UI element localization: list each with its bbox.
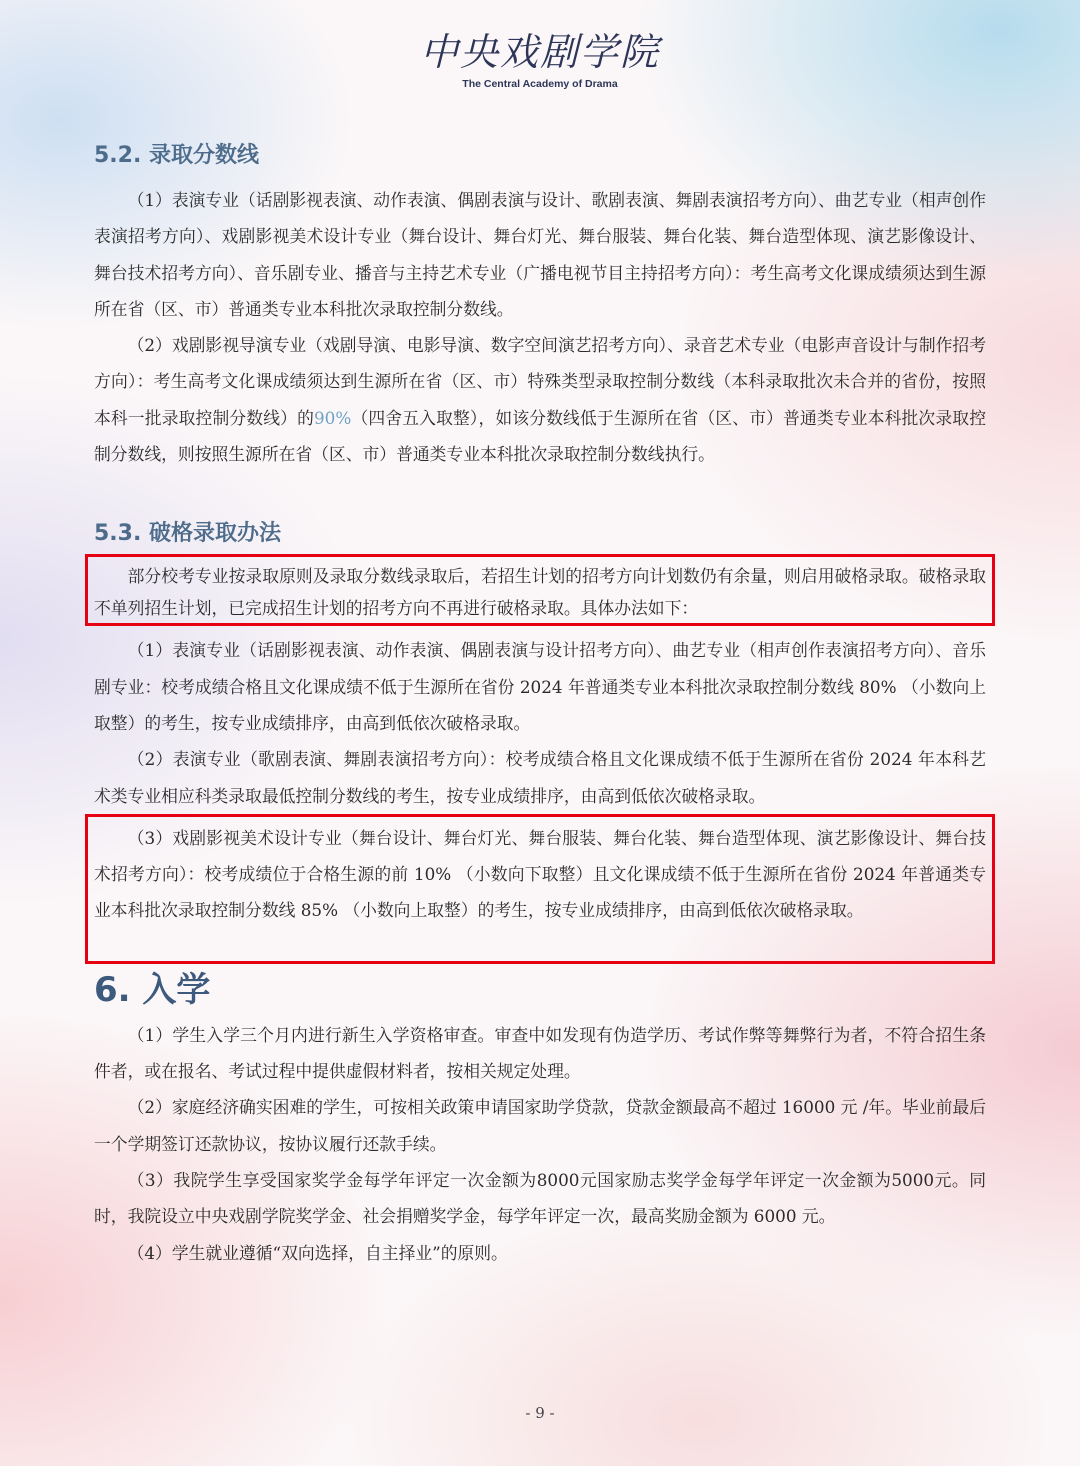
highlighted-rule-block (94, 820, 986, 929)
paragraph-5-3-2: （2）表演专业（歌剧表演、舞剧表演招考方向）：校考成绩合格且文化课成绩不低于生源所在省份 2024 年本科艺术类专业相应科类录取最低控制分数线的考生，按专业成绩排序，由高到低依次破格录取。 (94, 749, 986, 806)
paragraph-5-2-2 (94, 327, 986, 472)
paragraph-6-4: （4）学生就业遵循“双向选择，自主择业”的原则。 (127, 1242, 508, 1263)
percentage-highlight: 90% (314, 407, 352, 428)
paragraph-5-2-1: （1）表演专业（话剧影视表演、动作表演、偶剧表演与设计、歌剧表演、舞剧表演招考方向）、曲艺专业（相声创作表演招考方向）、戏剧影视美术设计专业（舞台设计、舞台灯光、舞台服装、舞台化装、舞台造型体现、演艺影像设计、舞台技术招考方向）、音乐剧专业、播音与主持艺术专业（广播电视节目主持招考方向）：考生高考文化课成绩须达到生源所在省（区、市）普通类专业本科批次录取控制分数线。 (94, 190, 986, 319)
highlighted-intro-block (94, 560, 986, 624)
paragraph-5-3-intro: 部分校考专业按录取原则及录取分数线录取后，若招生计划的招考方向计划数仍有余量，则启用破格录取。破格录取不单列招生计划，已完成招生计划的招考方向不再进行破格录取。具体办法如下： (94, 566, 986, 619)
paragraph-5-2-2-part1: （2）戏剧影视导演专业（戏剧导演、电影导演、数字空间演艺招考方向）、录音艺术专业（电影声音设计与制作招考方向）：考生高考文化课成绩须达到生源所在省（区、市）特殊类型录取控制分数线（本科录取批次未合并的省份，按照本科一批录取控制分数线）的 (94, 335, 986, 428)
paragraph-5-2-2-part2: （四舍五入取整），如该分数线低于生源所在省（区、市）普通类专业本科批次录取控制分数线，则按照生源所在省（区、市）普通类专业本科批次录取控制分数线执行。 (94, 407, 986, 465)
paragraph-6-2: （2）家庭经济确实困难的学生，可按相关政策申请国家助学贷款，贷款金额最高不超过 16000 元 /年。毕业前最后一个学期签订还款协议，按协议履行还款手续。 (94, 1097, 986, 1154)
paragraph-5-3-1: （1）表演专业（话剧影视表演、动作表演、偶剧表演与设计招考方向）、曲艺专业（相声创作表演招考方向）、音乐剧专业：校考成绩合格且文化课成绩不低于生源所在省份 2024 年普通类专业本科批次录取控制分数线 80% （小数向上取整）的考生，按专业成绩排序，由高到低依次破格录取。 (94, 640, 986, 733)
paragraph-6-1: （1）学生入学三个月内进行新生入学资格审查。审查中如发现有伪造学历、考试作弊等舞弊行为者，不符合招生条件者，或在报名、考试过程中提供虚假材料者，按相关规定处理。 (94, 1024, 986, 1082)
document-body (94, 138, 986, 1271)
section-heading-5-3: 5.3. 破格录取办法 (94, 521, 281, 547)
paragraph-5-3-3: （3）戏剧影视美术设计专业（舞台设计、舞台灯光、舞台服装、舞台化装、舞台造型体现、演艺影像设计、舞台技术招考方向）：校考成绩位于合格生源的前 10% （小数向下取整）且文化课成绩不低于生源所在省份 2024 年普通类专业本科批次录取控制分数线 85% （小数向上取整）的考生，按专业成绩排序，由高到低依次破格录取。 (94, 827, 986, 921)
section-heading-6: 6. 入学 (94, 969, 211, 1010)
academy-name-en: The Central Academy of Drama (462, 78, 618, 90)
page-header (0, 28, 1080, 90)
paragraph-6-3: （3）我院学生享受国家奖学金每学年评定一次金额为8000元国家励志奖学金每学年评定一次金额为5000元。同时，我院设立中央戏剧学院奖学金、社会捐赠奖学金，每学年评定一次，最高奖励金额为 6000 元。 (94, 1169, 986, 1227)
academy-logo: 中央戏剧学院 (419, 30, 660, 74)
section-heading-5-2: 5.2. 录取分数线 (94, 143, 259, 168)
page-number: - 9 - (525, 1404, 555, 1422)
